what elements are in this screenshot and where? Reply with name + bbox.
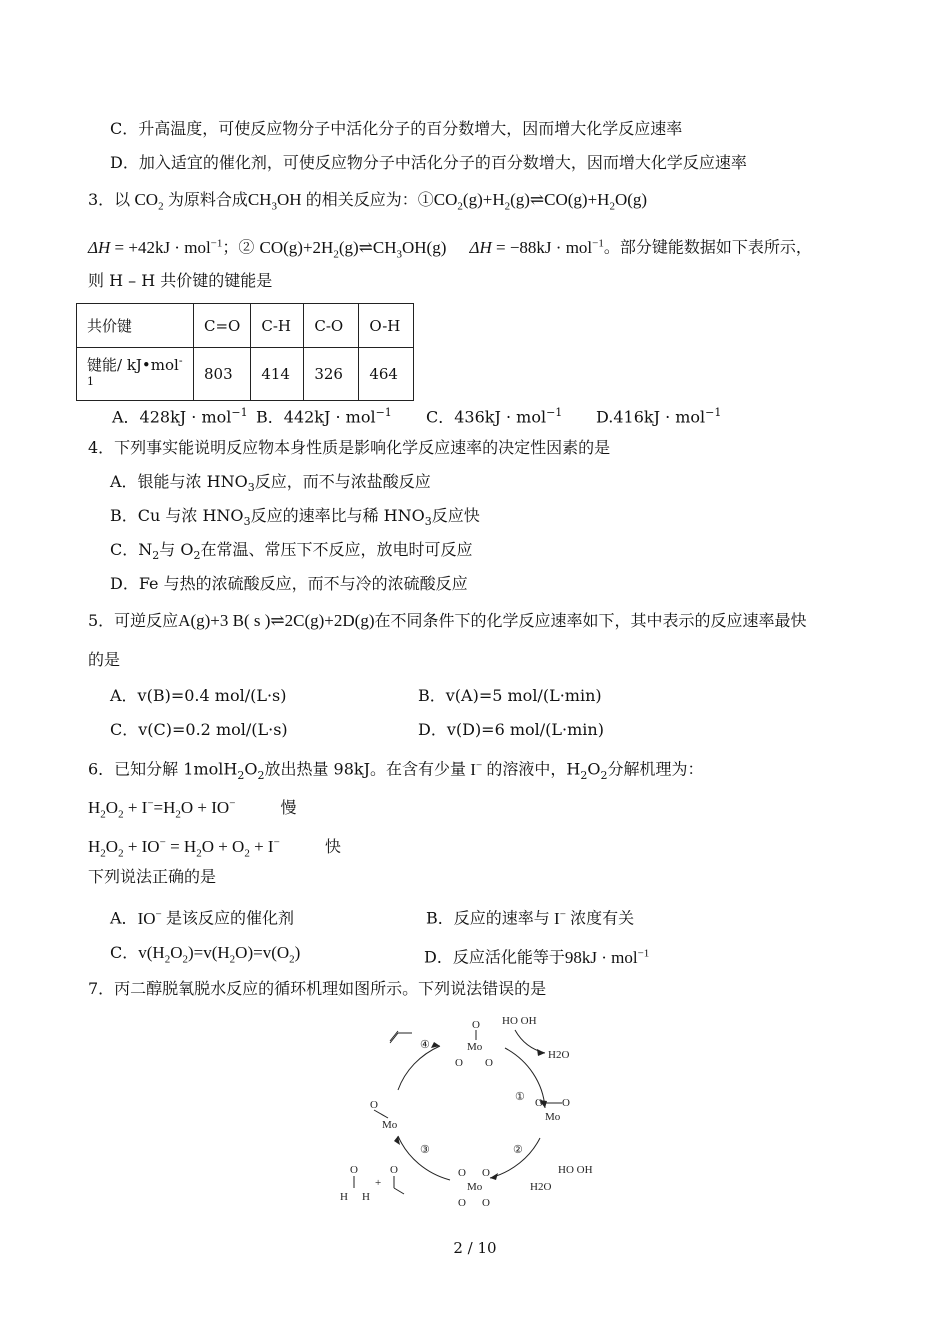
table-cell: 414 xyxy=(251,348,304,401)
q3-stem-line1: 3．以 $CO_2$ 为原料合成$CH_3OH$ 的相关反应为：$①CO_2(g)+H_2(g)\rightleftharpoons CO(g)+H_2O(g)$ xyxy=(88,190,648,213)
q6-stem: 6．已知分解 $1molH_2O_2$放出热量 98kJ。在含有少量 I− 的溶液中，$H_2O_2$分解机理为： xyxy=(88,759,704,782)
svg-text:O: O xyxy=(390,1164,398,1176)
q6-mechanism-step2: $H_2O_2 + IO^- = H_2O + O_2 + I^-$ 快 xyxy=(88,836,341,860)
q2-option-c: C．升高温度，可使反应物分子中活化分子的百分数增大，因而增大化学反应速率 xyxy=(110,119,683,138)
diol-label: HO OH xyxy=(502,1015,537,1027)
svg-text:O: O xyxy=(562,1097,570,1109)
h-label: H xyxy=(362,1191,370,1203)
q3-option-a: A．428kJ · mol$^{-1}$ xyxy=(112,406,248,427)
mo-label: Mo xyxy=(382,1119,398,1131)
water-label: H2O xyxy=(530,1181,552,1193)
step-label: ③ xyxy=(420,1144,430,1156)
table-cell: C-O xyxy=(304,304,359,348)
table-cell: 464 xyxy=(359,348,414,401)
table-cell: 共价键 xyxy=(77,304,194,348)
table-cell: O-H xyxy=(359,304,414,348)
q5-option-c: C．v(C)=0.2 mol/(L·s) xyxy=(110,720,288,739)
svg-text:O: O xyxy=(472,1019,480,1031)
cycle-arrow-4 xyxy=(398,1046,440,1090)
svg-text:O: O xyxy=(370,1099,378,1111)
table-cell: 326 xyxy=(304,348,359,401)
table-cell: 803 xyxy=(194,348,251,401)
step-label: ② xyxy=(513,1144,523,1156)
water-label: H2O xyxy=(548,1049,570,1061)
table-header-row xyxy=(77,304,414,348)
h-label: H xyxy=(340,1191,348,1203)
mo-label: Mo xyxy=(545,1111,561,1123)
diol-label: HO OH xyxy=(558,1164,593,1176)
svg-text:O: O xyxy=(485,1057,493,1069)
table-cell: C=O xyxy=(194,304,251,348)
q5-option-d: D．v(D)=6 mol/(L·min) xyxy=(418,720,604,739)
svg-text:O: O xyxy=(350,1164,358,1176)
svg-text:O: O xyxy=(482,1167,490,1179)
q6-option-c: C．$v(H_2O_2)=v(H_2O)=v(O_2)$ xyxy=(110,943,301,966)
q6-option-b: B．反应的速率与 I− 浓度有关 xyxy=(426,908,635,928)
q4-option-d: D．Fe 与热的浓硫酸反应，而不与冷的浓硫酸反应 xyxy=(110,574,468,593)
page-number: 2 / 10 xyxy=(453,1239,497,1257)
q3-stem-line3: 则 H – H 共价键的键能是 xyxy=(88,271,273,290)
q4-option-a: A．银能与浓 $HNO_3$反应，而不与浓盐酸反应 xyxy=(110,472,431,495)
step-label: ④ xyxy=(420,1039,430,1051)
q6-mechanism-step1: $H_2O_2 + I^-=H_2O + IO^-$ 慢 xyxy=(88,797,297,821)
q4-stem: 4．下列事实能说明反应物本身性质是影响化学反应速率的决定性因素的是 xyxy=(88,438,611,457)
q3-stem-line2: ΔH = +42kJ · mol$^{-1}$；② $CO(g)+2H_2(g)\rightleftharpoons CH_3OH(g) \Delta H = -88kJ \cdot mol^{-1}$。部分键能数据如下表所示， xyxy=(88,237,812,261)
table-row xyxy=(77,348,414,401)
mo-label: Mo xyxy=(467,1041,483,1053)
q2-option-d: D．加入适宜的催化剂，可使反应物分子中活化分子的百分数增大，因而增大化学反应速率 xyxy=(110,153,747,172)
q6-prompt: 下列说法正确的是 xyxy=(88,867,217,886)
mo-label: Mo xyxy=(467,1181,483,1193)
q3-option-c: C．436kJ · mol$^{-1}$ xyxy=(426,406,563,427)
q5-stem-cont: 的是 xyxy=(88,650,121,669)
fast-label: 快 xyxy=(324,836,341,856)
table-cell: C-H xyxy=(251,304,304,348)
svg-text:O: O xyxy=(455,1057,463,1069)
q5-stem: 5．可逆反应A(g)+3 B( s )⇌2C(g)+2D(g)在不同条件下的化学反应速率如下，其中表示的反应速率最快 xyxy=(88,611,807,630)
step-label: ① xyxy=(515,1091,525,1103)
alkene-structure xyxy=(390,1033,412,1043)
svg-text:O: O xyxy=(482,1197,490,1209)
q7-stem: 7．丙二醇脱氧脱水反应的循环机理如图所示。下列说法错误的是 xyxy=(88,979,547,998)
q3-option-d: D.416kJ · mol$^{-1}$ xyxy=(596,406,722,427)
svg-text:O: O xyxy=(535,1097,543,1109)
q5-option-a: A．v(B)=0.4 mol/(L·s) xyxy=(110,686,287,705)
slow-label: 慢 xyxy=(280,797,297,817)
svg-text:O: O xyxy=(458,1197,466,1209)
q6-option-d: D．反应活化能等于98kJ · mol$^{-1}$ xyxy=(424,947,650,967)
plus-sign: + xyxy=(375,1177,382,1189)
catalytic-cycle-diagram xyxy=(330,1008,620,1213)
svg-text:O: O xyxy=(458,1167,466,1179)
q4-option-c: C．$N_2$与 $O_2$在常温、常压下不反应，放电时可反应 xyxy=(110,540,473,563)
cycle-arrow-3 xyxy=(398,1136,450,1180)
bond-energy-table xyxy=(76,303,414,401)
q3-option-b: B．442kJ · mol$^{-1}$ xyxy=(256,406,392,427)
table-cell: 键能/ kJ•mol$^{-1}$ xyxy=(77,348,194,401)
q4-option-b: B．Cu 与浓 $HNO_3$反应的速率比与稀 $HNO_3$反应快 xyxy=(110,506,480,529)
q5-option-b: B．v(A)=5 mol/(L·min) xyxy=(418,686,602,705)
q6-option-a: A．IO− 是该反应的催化剂 xyxy=(110,908,294,928)
